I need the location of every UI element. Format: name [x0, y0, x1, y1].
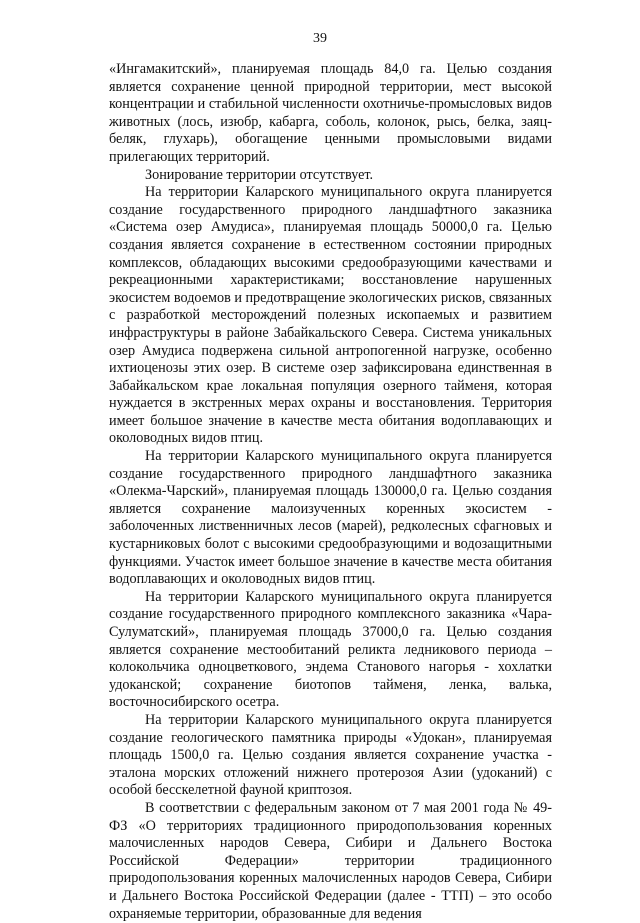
paragraph: На территории Каларского муниципального округа планируется создание государственного природного комплексного заказника «Чара-Сулуматский», планируемая площадь 37000,0 га. Целью создания является сохранение местообитаний реликта ледникового периода – колокольчика одноцветкового, эндема Станового нагорья - хохлатки удоканской; сохранение биотопов тайменя, ленка, валька, восточносибирского осетра. — [109, 588, 552, 711]
paragraph: На территории Каларского муниципального округа планируется создание государственного природного ландшафтного заказника «Система озер Амудиса», планируемая площадь 50000,0 га. Целью создания является сохранение в естественном состоянии природных комплексов, обладающих высокими средообразующими качествами и рекреационными характеристиками; восстановление нарушенных экосистем водоемов и предотвращение экологических рисков, связанных с разработкой месторождений полезных ископаемых и развитием инфраструктуры в районе Забайкальского Севера. Система уникальных озер Амудиса подвержена сильной антропогенной нагрузке, особенно ихтиоценозы этих озер. В системе озер зафиксирована единственная в Забайкальском крае локальная популяция озерного тайменя, которая нуждается в экстренных мерах охраны и восстановления. Территория имеет большое значение в качестве места обитания водоплавающих и околоводных видов птиц. — [109, 184, 552, 447]
paragraph: Зонирование территории отсутствует. — [145, 166, 374, 183]
document-body — [109, 61, 552, 923]
paragraph: «Ингамакитский», планируемая площадь 84,0 га. Целью создания является сохранение ценной природной территории, мест высокой концентрации и стабильной численности охотничье-промысловых видов животных (лось, изюбр, кабарга, соболь, колонок, рысь, белка, заяц-беляк, глухарь), обогащение ценными промысловыми видами прилегающих территорий. — [109, 61, 552, 165]
paragraph: На территории Каларского муниципального округа планируется создание геологического памятника природы «Удокан», планируемая площадь 1500,0 га. Целью создания является сохранение участка - эталона морских отложений нижнего протерозоя Азии (удоканий) с особой бесскелетной фауной криптозоя. — [109, 711, 552, 799]
page-number: 39 — [313, 31, 327, 46]
paragraph: На территории Каларского муниципального округа планируется создание государственного природного ландшафтного заказника «Олекма-Чарский», планируемая площадь 130000,0 га. Целью создания является сохранение малоизученных коренных экосистем - заболоченных лиственничных лесов (марей), редколесных сфагновых и кустарниковых болот с высокими средообразующими и водозащитными функциями. Участок имеет большое значение в качестве места обитания водоплавающих и околоводных видов птиц. — [109, 448, 552, 588]
paragraph: В соответствии с федеральным законом от 7 мая 2001 года № 49-ФЗ «О территориях традиционного природопользования коренных малочисленных народов Севера, Сибири и Дальнего Востока Российской Федерации» территории традиционного природопользования коренных малочисленных народов Севера, Сибири и Дальнего Востока Российской Федерации (далее - ТТП) – это особо охраняемые территории, образованные для ведения — [109, 799, 552, 922]
